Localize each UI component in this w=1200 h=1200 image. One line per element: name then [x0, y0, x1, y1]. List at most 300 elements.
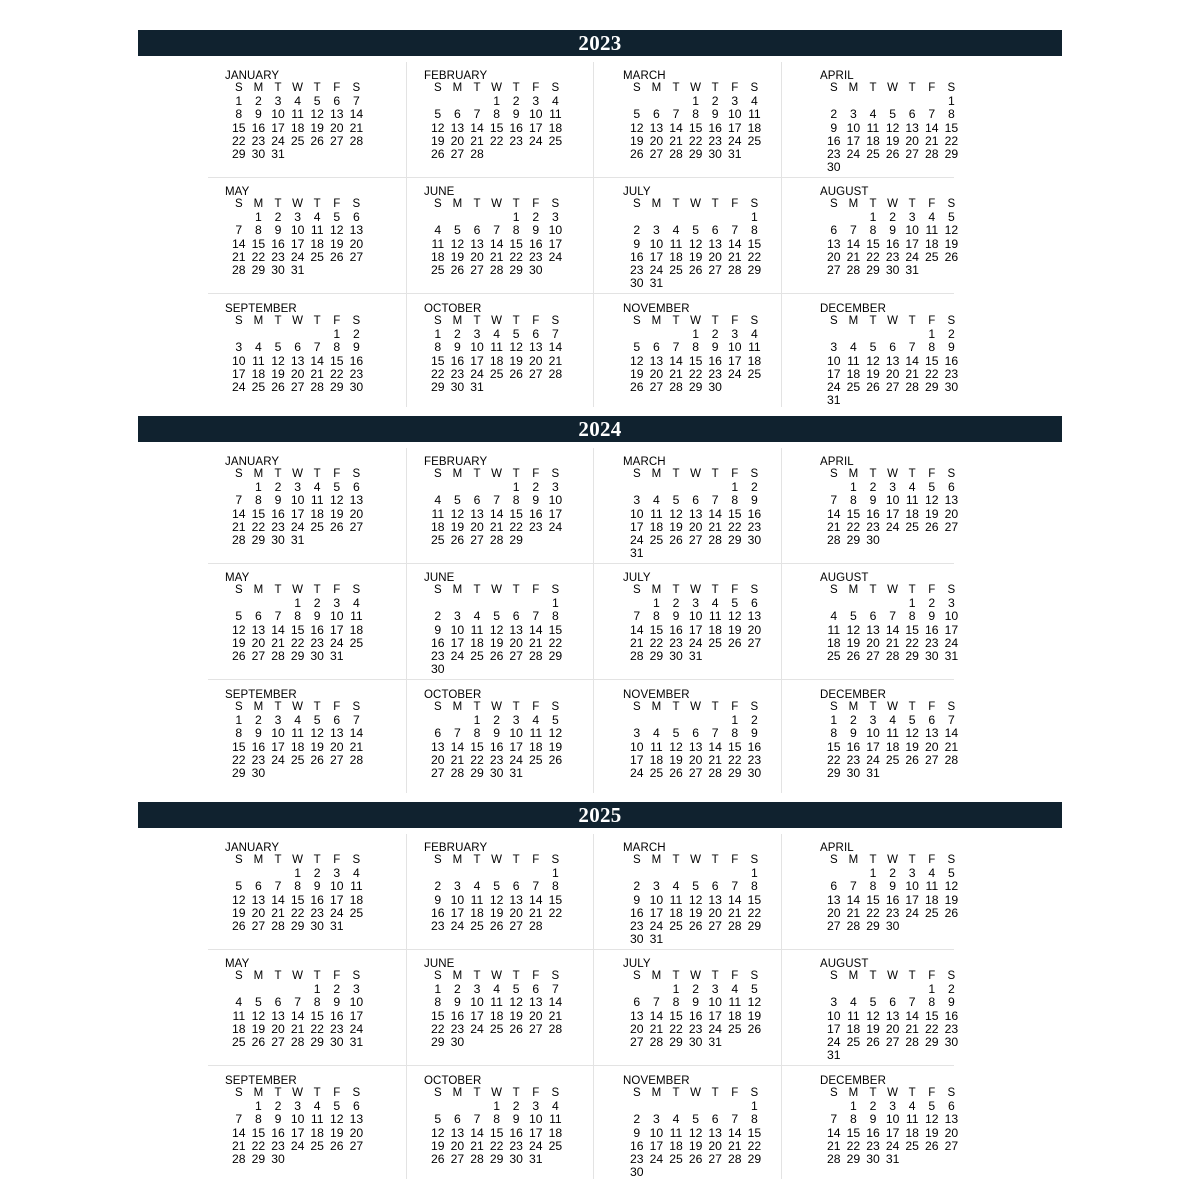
month-name: DECEMBER — [820, 1075, 886, 1087]
day-cell: 14 — [905, 1008, 919, 1023]
day-cell: 28 — [271, 649, 285, 663]
day-cell: 30 — [708, 147, 722, 161]
day-cell: 2 — [255, 94, 262, 109]
day-cell: 15 — [290, 622, 305, 637]
day-cell: 7 — [532, 609, 540, 624]
day-cell: 25 — [470, 919, 484, 933]
weekday-header: S — [234, 198, 243, 210]
day-cell: 25 — [905, 1138, 919, 1153]
day-cell: 4 — [653, 726, 660, 741]
weekday-header: F — [731, 468, 739, 480]
day-cell: 16 — [630, 249, 644, 264]
day-cell: 20 — [944, 506, 959, 521]
weekday-header: T — [869, 198, 877, 210]
day-cell: 21 — [925, 133, 939, 148]
day-cell: 10 — [330, 879, 344, 894]
day-cell: 29 — [251, 533, 266, 547]
day-cell: 16 — [271, 1125, 285, 1140]
day-cell: 17 — [330, 892, 344, 907]
weekday-header: T — [869, 584, 877, 596]
month-june — [407, 958, 579, 1074]
year-banner: 2023 — [138, 30, 1062, 56]
day-cell: 29 — [431, 380, 445, 394]
day-cell: 25 — [310, 249, 324, 264]
weekday-header: M — [452, 468, 463, 480]
weekday-header: F — [532, 315, 540, 327]
weekday-header: M — [651, 584, 662, 596]
day-cell: 24 — [271, 752, 285, 767]
day-cell: 31 — [708, 1035, 722, 1049]
day-cell: 17 — [548, 236, 563, 251]
day-cell: 5 — [434, 1112, 442, 1127]
day-cell: 1 — [493, 94, 500, 109]
day-cell: 18 — [251, 366, 266, 381]
weekday-header: M — [253, 970, 264, 982]
weekday-header: W — [690, 701, 702, 713]
weekday-header: F — [333, 1087, 341, 1099]
day-cell: 13 — [349, 1112, 364, 1127]
day-cell: 25 — [649, 766, 664, 780]
day-cell: 10 — [905, 223, 919, 238]
day-cell: 20 — [925, 739, 939, 754]
month-name: MARCH — [623, 70, 666, 82]
weekday-header: T — [512, 198, 520, 210]
day-cell: 24 — [330, 635, 344, 650]
day-cell: 1 — [948, 94, 955, 109]
day-cell: 30 — [708, 380, 722, 394]
day-cell: 20 — [885, 366, 900, 381]
day-cell: 25 — [925, 905, 939, 920]
day-cell: 18 — [846, 366, 861, 381]
weekday-header: T — [274, 315, 282, 327]
weekday-header: W — [690, 970, 702, 982]
day-cell: 15 — [944, 120, 959, 135]
day-cell: 17 — [866, 739, 880, 754]
weekday-header: W — [690, 198, 702, 210]
day-cell: 17 — [349, 1008, 364, 1023]
weekday-header: F — [333, 468, 341, 480]
day-cell: 10 — [649, 1125, 664, 1140]
day-cell: 31 — [509, 766, 523, 780]
day-cell: 11 — [886, 726, 899, 741]
day-cell: 21 — [470, 1138, 484, 1153]
weekday-header: T — [313, 82, 321, 94]
day-cell: 10 — [271, 107, 285, 122]
day-cell: 31 — [470, 380, 484, 394]
day-cell: 3 — [274, 94, 282, 109]
day-cell: 19 — [232, 905, 246, 920]
weekday-header: S — [750, 701, 759, 713]
day-cell: 15 — [866, 236, 880, 251]
day-cell: 30 — [885, 919, 900, 933]
day-cell: 3 — [731, 94, 739, 109]
day-cell: 5 — [751, 982, 758, 997]
day-cell: 16 — [669, 622, 683, 637]
day-cell: 3 — [294, 210, 301, 225]
day-cell: 15 — [548, 892, 563, 907]
day-cell: 1 — [692, 327, 699, 342]
day-cell: 6 — [653, 340, 660, 355]
month-november — [606, 303, 778, 419]
day-cell: 18 — [310, 1125, 324, 1140]
weekday-header: W — [491, 82, 503, 94]
month-january — [208, 70, 380, 186]
day-cell: 6 — [274, 995, 282, 1010]
day-cell: 20 — [688, 519, 703, 534]
weekday-header: T — [672, 315, 680, 327]
day-cell: 14 — [925, 120, 939, 135]
day-cell: 8 — [692, 340, 699, 355]
weekday-header: S — [551, 82, 560, 94]
day-cell: 12 — [330, 223, 344, 238]
day-cell: 19 — [669, 519, 683, 534]
day-cell: 13 — [509, 622, 523, 637]
day-cell: 5 — [333, 210, 341, 225]
day-cell: 7 — [731, 879, 739, 894]
weekday-header: T — [869, 315, 877, 327]
day-cell: 21 — [232, 1138, 246, 1153]
day-cell: 20 — [708, 1138, 722, 1153]
weekday-header: W — [887, 854, 899, 866]
day-cell: 27 — [509, 649, 523, 663]
day-cell: 15 — [431, 1008, 445, 1023]
day-cell: 30 — [747, 766, 762, 780]
day-cell: 4 — [908, 1099, 916, 1114]
day-cell: 19 — [925, 1125, 939, 1140]
day-cell: 15 — [728, 739, 742, 754]
day-cell: 5 — [512, 982, 520, 997]
day-cell: 27 — [529, 1021, 543, 1036]
day-cell: 1 — [512, 210, 520, 225]
day-cell: 27 — [349, 249, 364, 264]
day-cell: 3 — [830, 995, 838, 1010]
day-cell: 27 — [431, 766, 445, 780]
day-cell: 3 — [889, 1099, 896, 1114]
day-cell: 22 — [431, 1021, 445, 1036]
weekday-header: F — [928, 198, 936, 210]
day-cell: 24 — [885, 519, 900, 534]
day-cell: 9 — [672, 609, 680, 624]
day-cell: 8 — [928, 995, 936, 1010]
day-cell: 26 — [905, 752, 919, 767]
day-cell: 22 — [509, 249, 523, 264]
day-cell: 22 — [232, 133, 246, 148]
day-cell: 22 — [548, 905, 563, 920]
day-cell: 14 — [470, 120, 484, 135]
day-cell: 12 — [431, 1125, 445, 1140]
month-february — [407, 456, 579, 572]
day-cell: 12 — [688, 1125, 703, 1140]
day-cell: 6 — [353, 210, 360, 225]
day-cell: 29 — [232, 147, 246, 161]
month-name: OCTOBER — [424, 689, 482, 701]
day-cell: 17 — [688, 622, 703, 637]
day-cell: 8 — [751, 223, 758, 238]
day-cell: 11 — [847, 353, 860, 368]
day-cell: 17 — [630, 752, 644, 767]
day-cell: 23 — [708, 366, 722, 381]
day-cell: 28 — [925, 147, 939, 161]
day-cell: 12 — [846, 622, 861, 637]
month-name: NOVEMBER — [623, 1075, 690, 1087]
day-cell: 18 — [669, 1138, 683, 1153]
day-cell: 23 — [251, 752, 266, 767]
day-cell: 28 — [708, 766, 722, 780]
weekday-header: S — [947, 584, 956, 596]
day-cell: 15 — [747, 1125, 762, 1140]
day-cell: 15 — [905, 622, 919, 637]
day-cell: 3 — [552, 210, 559, 225]
day-cell: 1 — [672, 982, 680, 997]
day-cell: 19 — [688, 905, 703, 920]
day-cell: 18 — [747, 353, 762, 368]
day-cell: 4 — [552, 94, 559, 109]
day-cell: 22 — [866, 249, 880, 264]
day-cell: 17 — [649, 905, 664, 920]
day-cell: 30 — [866, 533, 880, 547]
day-cell: 30 — [310, 649, 324, 663]
weekday-header: M — [452, 970, 463, 982]
day-cell: 13 — [827, 236, 841, 251]
day-cell: 10 — [548, 223, 563, 238]
month-august — [803, 186, 975, 302]
day-cell: 1 — [731, 713, 739, 728]
day-cell: 27 — [688, 766, 703, 780]
day-cell: 19 — [669, 752, 683, 767]
day-cell: 16 — [827, 133, 841, 148]
weekday-header: M — [848, 198, 859, 210]
day-cell: 14 — [827, 506, 841, 521]
weekday-header: M — [452, 854, 463, 866]
day-cell: 30 — [450, 1035, 465, 1049]
day-cell: 21 — [489, 519, 504, 534]
day-cell: 17 — [649, 249, 664, 264]
day-cell: 17 — [470, 1008, 484, 1023]
day-cell: 17 — [271, 739, 285, 754]
day-cell: 24 — [450, 649, 465, 663]
day-cell: 18 — [548, 120, 563, 135]
day-cell: 17 — [450, 635, 465, 650]
day-cell: 19 — [846, 635, 861, 650]
weekday-header: S — [352, 1087, 361, 1099]
day-cell: 14 — [708, 739, 722, 754]
day-cell: 5 — [672, 493, 680, 508]
day-cell: 26 — [630, 380, 644, 394]
day-cell: 2 — [869, 480, 877, 495]
day-cell: 5 — [454, 223, 461, 238]
weekday-header: S — [352, 701, 361, 713]
day-cell: 1 — [552, 866, 559, 881]
day-cell: 14 — [669, 353, 683, 368]
weekday-header: S — [234, 315, 243, 327]
weekday-header: M — [452, 1087, 463, 1099]
day-cell: 20 — [649, 366, 664, 381]
day-cell: 9 — [512, 107, 520, 122]
day-cell: 10 — [290, 1112, 305, 1127]
month-name: JANUARY — [225, 842, 280, 854]
month-august — [803, 572, 975, 688]
day-cell: 24 — [728, 133, 742, 148]
month-name: OCTOBER — [424, 1075, 482, 1087]
month-march — [606, 70, 778, 186]
day-cell: 12 — [728, 609, 742, 624]
day-cell: 31 — [630, 546, 644, 561]
day-cell: 15 — [509, 236, 523, 251]
day-cell: 24 — [548, 249, 563, 264]
month-name: JULY — [623, 572, 651, 584]
day-cell: 31 — [688, 649, 703, 663]
weekday-header: S — [551, 970, 560, 982]
weekday-header: F — [928, 315, 936, 327]
weekday-header: W — [887, 970, 899, 982]
weekday-header: S — [352, 584, 361, 596]
day-cell: 6 — [473, 493, 481, 508]
day-cell: 13 — [885, 353, 900, 368]
month-october — [407, 1075, 579, 1191]
day-cell: 28 — [708, 533, 722, 547]
day-cell: 18 — [905, 506, 919, 521]
day-cell: 24 — [290, 519, 305, 534]
day-cell: 9 — [333, 995, 341, 1010]
day-cell: 5 — [235, 609, 243, 624]
day-cell: 17 — [905, 236, 919, 251]
day-cell: 20 — [708, 905, 722, 920]
weekday-header: M — [848, 468, 859, 480]
day-cell: 8 — [731, 493, 739, 508]
day-cell: 9 — [532, 493, 540, 508]
day-cell: 16 — [866, 1125, 880, 1140]
day-cell: 21 — [470, 133, 484, 148]
day-cell: 15 — [548, 622, 563, 637]
day-cell: 27 — [349, 519, 364, 534]
day-cell: 19 — [431, 133, 445, 148]
weekday-header: F — [928, 970, 936, 982]
day-cell: 11 — [350, 609, 363, 624]
day-cell: 6 — [532, 327, 540, 342]
day-cell: 15 — [251, 1125, 266, 1140]
day-cell: 28 — [310, 380, 324, 394]
day-cell: 18 — [728, 1008, 742, 1023]
day-cell: 11 — [549, 107, 562, 122]
weekday-header: S — [632, 970, 641, 982]
weekday-header: S — [234, 584, 243, 596]
day-cell: 12 — [310, 107, 324, 122]
day-cell: 25 — [925, 249, 939, 264]
weekday-header: W — [491, 970, 503, 982]
weekday-header: M — [848, 315, 859, 327]
day-cell: 21 — [349, 120, 364, 135]
day-cell: 19 — [251, 1021, 266, 1036]
day-cell: 18 — [669, 905, 683, 920]
day-cell: 14 — [349, 726, 364, 741]
day-cell: 31 — [330, 919, 344, 933]
day-cell: 16 — [431, 905, 445, 920]
day-cell: 6 — [294, 340, 301, 355]
day-cell: 20 — [251, 905, 266, 920]
day-cell: 25 — [232, 1035, 246, 1049]
weekday-header: T — [512, 315, 520, 327]
day-cell: 12 — [630, 353, 644, 368]
weekday-header: F — [731, 82, 739, 94]
day-cell: 30 — [271, 533, 285, 547]
month-name: NOVEMBER — [623, 689, 690, 701]
weekday-header: T — [313, 970, 321, 982]
day-cell: 8 — [552, 879, 559, 894]
weekday-header: F — [731, 198, 739, 210]
day-cell: 19 — [450, 519, 465, 534]
day-cell: 19 — [944, 892, 959, 907]
day-cell: 22 — [866, 905, 880, 920]
day-cell: 18 — [290, 739, 305, 754]
weekday-header: M — [253, 701, 264, 713]
day-cell: 18 — [431, 519, 445, 534]
day-cell: 2 — [850, 713, 857, 728]
day-cell: 26 — [688, 1152, 703, 1166]
weekday-header: S — [433, 584, 442, 596]
weekday-header: W — [292, 468, 304, 480]
weekday-header: S — [433, 468, 442, 480]
day-cell: 20 — [450, 1138, 465, 1153]
weekday-header: W — [292, 854, 304, 866]
day-cell: 29 — [846, 1152, 861, 1166]
day-cell: 26 — [548, 752, 563, 767]
weekday-header: S — [829, 701, 838, 713]
day-cell: 7 — [830, 493, 838, 508]
day-cell: 18 — [905, 1125, 919, 1140]
day-cell: 22 — [470, 752, 484, 767]
day-cell: 12 — [450, 506, 465, 521]
day-cell: 30 — [630, 1165, 644, 1180]
weekday-header: W — [292, 970, 304, 982]
day-cell: 16 — [708, 120, 722, 135]
day-cell: 12 — [232, 622, 246, 637]
day-cell: 22 — [944, 133, 959, 148]
day-cell: 12 — [330, 493, 344, 508]
day-cell: 9 — [313, 879, 321, 894]
day-cell: 14 — [529, 622, 543, 637]
weekday-header: S — [433, 198, 442, 210]
day-cell: 14 — [310, 353, 324, 368]
weekday-header: F — [333, 315, 341, 327]
day-cell: 29 — [688, 147, 703, 161]
day-cell: 8 — [493, 107, 500, 122]
day-cell: 12 — [944, 879, 959, 894]
day-cell: 16 — [747, 506, 762, 521]
day-cell: 9 — [948, 995, 955, 1010]
day-cell: 4 — [928, 866, 936, 881]
day-cell: 29 — [866, 919, 880, 933]
weekday-header: T — [672, 82, 680, 94]
day-cell: 9 — [830, 120, 838, 135]
day-cell: 23 — [450, 366, 465, 381]
day-cell: 18 — [470, 635, 484, 650]
day-cell: 1 — [928, 982, 936, 997]
weekday-header: S — [551, 854, 560, 866]
weekday-header: T — [711, 701, 719, 713]
day-cell: 26 — [271, 380, 285, 394]
weekday-header: T — [313, 584, 321, 596]
day-cell: 11 — [650, 506, 663, 521]
weekday-header: F — [532, 1087, 540, 1099]
weekday-header: T — [313, 315, 321, 327]
day-cell: 16 — [885, 892, 900, 907]
day-cell: 5 — [235, 879, 243, 894]
day-cell: 13 — [330, 107, 344, 122]
day-cell: 8 — [255, 223, 262, 238]
day-cell: 13 — [905, 120, 919, 135]
day-cell: 15 — [232, 120, 246, 135]
day-cell: 20 — [271, 1021, 285, 1036]
